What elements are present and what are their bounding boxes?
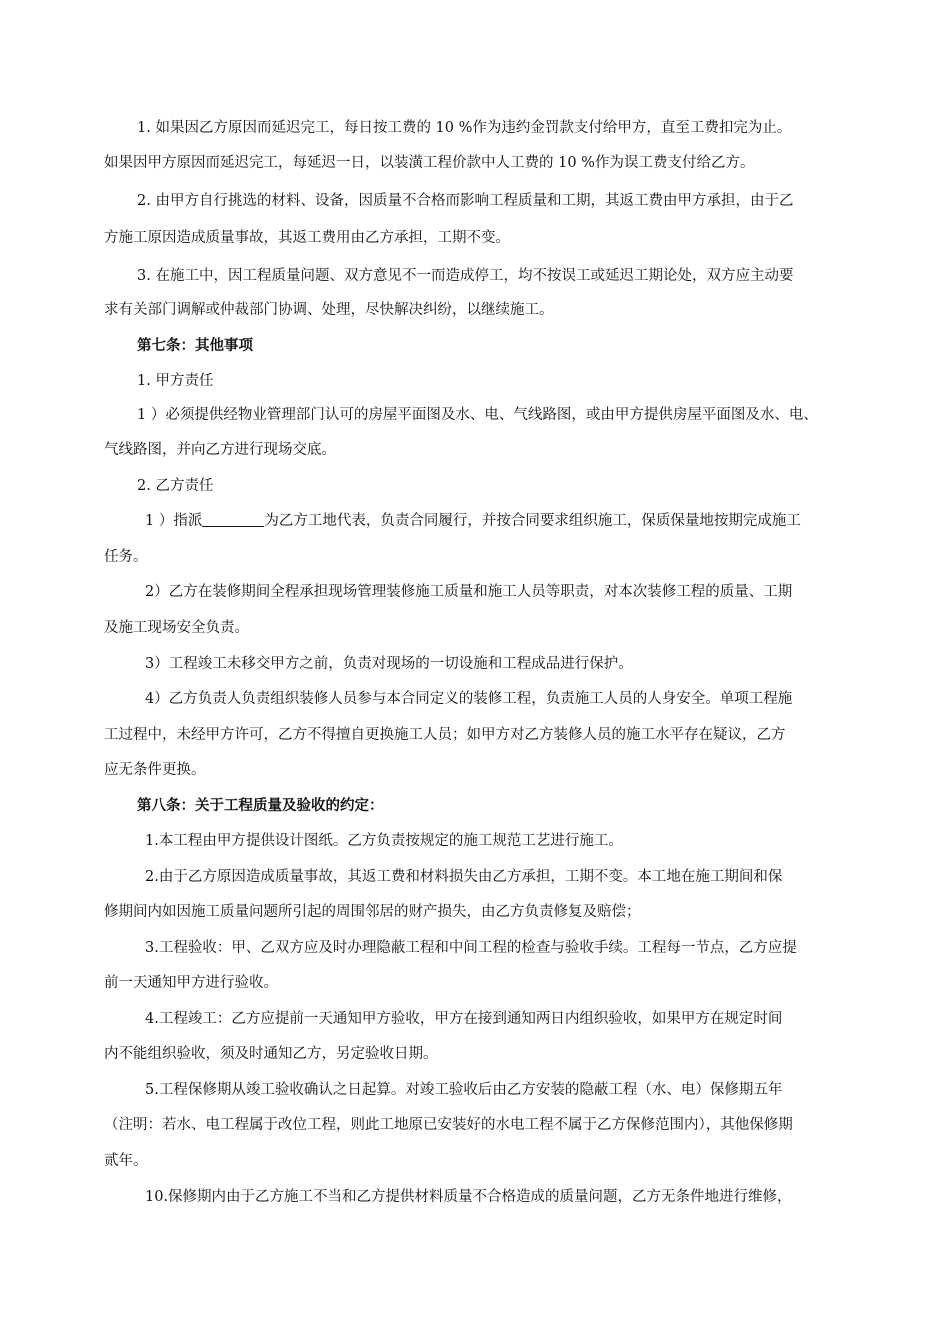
text-line: 2）乙方在装修期间全程承担现场管理装修施工质量和施工人员等职责，对本次装修工程的质量、工期 xyxy=(145,584,793,600)
text-line: 内不能组织验收，须及时通知乙方，另定验收日期。 xyxy=(104,1046,438,1062)
text-line: 2. 乙方责任 xyxy=(137,478,214,494)
text-line: （注明：若水、电工程属于改位工程，则此工地原已安装好的水电工程不属于乙方保修范围内），其他保修期 xyxy=(104,1117,793,1133)
section-heading: 第八条：关于工程质量及验收的约定： xyxy=(137,797,384,814)
text-fragment: 1 ）指派 xyxy=(145,513,203,529)
text-line: 气线路图，并向乙方进行现场交底。 xyxy=(104,442,336,458)
text-line: 求有关部门调解或仲裁部门协调、处理，尽快解决纠纷，以继续施工。 xyxy=(104,302,554,318)
text-fragment: 为乙方工地代表，负责合同履行，并按合同要求组织施工，保质保量地按期完成施工 xyxy=(264,513,801,529)
text-line: 5.工程保修期从竣工验收确认之日起算。对竣工验收后由乙方安装的隐蔽工程（水、电）保修期五年 xyxy=(145,1082,783,1098)
text-line: 修期间内如因施工质量问题所引起的周围邻居的财产损失，由乙方负责修复及赔偿； xyxy=(104,904,641,920)
text-line: 4）乙方负责人负责组织装修人员参与本合同定义的装修工程，负责施工人员的人身安全。单项工程施 xyxy=(145,691,793,707)
text-line: 1 ）必须提供经物业管理部门认可的房屋平面图及水、电、气线路图，或由甲方提供房屋平面图及水、电、 xyxy=(137,407,818,423)
text-line xyxy=(145,511,801,531)
text-line: 1. 甲方责任 xyxy=(137,373,214,389)
text-line: 贰年。 xyxy=(104,1153,148,1169)
text-line: 3. 在施工中，因工程质量问题、双方意见不一而造成停工，均不按误工或延迟工期论处，双方应主动要 xyxy=(137,268,794,284)
text-line: 前一天通知甲方进行验收。 xyxy=(104,975,278,991)
fill-in-blank xyxy=(202,512,264,527)
section-heading: 第七条：其他事项 xyxy=(137,337,253,354)
text-line: 3.工程验收：甲、乙双方应及时办理隐蔽工程和中间工程的检查与验收手续。工程每一节点，乙方应提 xyxy=(145,940,797,956)
text-line: 任务。 xyxy=(104,549,148,565)
text-line: 3）工程竣工未移交甲方之前，负责对现场的一切设施和工程成品进行保护。 xyxy=(145,656,633,672)
text-line: 2.由于乙方原因造成质量事故，其返工费和材料损失由乙方承担，工期不变。本工地在施工期间和保 xyxy=(145,869,783,885)
text-line: 应无条件更换。 xyxy=(104,762,206,778)
text-line: 2. 由甲方自行挑选的材料、设备，因质量不合格而影响工程质量和工期，其返工费由甲方承担，由于乙 xyxy=(137,193,794,209)
text-line: 工过程中，未经甲方许可，乙方不得擅自更换施工人员；如甲方对乙方装修人员的施工水平存在疑议，乙方 xyxy=(104,727,786,743)
text-line: 及施工现场安全负责。 xyxy=(104,620,249,636)
text-line: 如果因甲方原因而延迟完工，每延迟一日，以装潢工程价款中人工费的 10 %作为误工费支付给乙方。 xyxy=(104,155,755,171)
text-line: 1.本工程由甲方提供设计图纸。乙方负责按规定的施工规范工艺进行施工。 xyxy=(145,833,623,849)
text-line: 1. 如果因乙方原因而延迟完工，每日按工费的 10 %作为违约金罚款支付给甲方，直至工费扣完为止。 xyxy=(137,120,792,136)
text-line: 10.保修期内由于乙方施工不当和乙方提供材料质量不合格造成的质量问题，乙方无条件地进行维修， xyxy=(145,1189,792,1205)
text-line: 方施工原因造成质量事故，其返工费用由乙方承担，工期不变。 xyxy=(104,230,510,246)
text-line: 4.工程竣工：乙方应提前一天通知甲方验收，甲方在接到通知两日内组织验收，如果甲方在规定时间 xyxy=(145,1011,783,1027)
